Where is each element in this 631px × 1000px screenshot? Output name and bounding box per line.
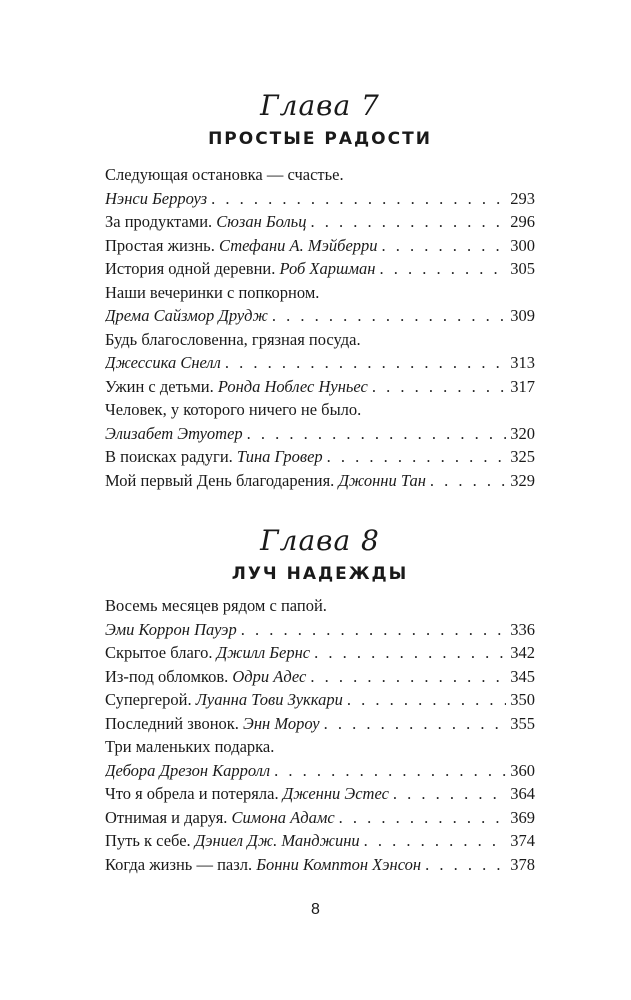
toc-entry-line bbox=[105, 596, 535, 620]
toc-entry-line bbox=[105, 236, 535, 260]
toc-entry-author: Роб Харшман bbox=[279, 259, 376, 278]
toc-entry bbox=[105, 831, 535, 855]
leader-dots bbox=[339, 808, 507, 828]
toc-entry-page: 320 bbox=[510, 423, 535, 443]
leader-dots bbox=[425, 855, 506, 875]
toc-entry-line bbox=[105, 471, 535, 495]
toc-entry-page: 317 bbox=[510, 376, 535, 396]
chapter-title: ЛУЧ НАДЕЖДЫ bbox=[231, 564, 409, 584]
toc-entry-page: 305 bbox=[510, 259, 535, 278]
toc-entry-title: Мой первый День благодарения. bbox=[105, 470, 335, 490]
toc-entry-author: Ронда Ноблес Нуньес bbox=[217, 376, 368, 396]
toc-entry-author: Дженни Эстес bbox=[282, 784, 389, 803]
toc-entry-line bbox=[105, 855, 535, 879]
leader-dots bbox=[241, 620, 507, 640]
toc-entry-line bbox=[105, 690, 535, 714]
toc-entry-page: 369 bbox=[510, 807, 535, 827]
leader-dots bbox=[310, 667, 506, 687]
toc-entry-line bbox=[105, 165, 535, 189]
toc-entry-title: За продуктами. bbox=[105, 212, 213, 231]
toc-entry bbox=[105, 643, 535, 667]
leader-dots bbox=[324, 714, 507, 734]
toc-entry bbox=[105, 784, 535, 808]
toc-entry-author: Элизабет Этуотер bbox=[105, 423, 243, 443]
chapter-heading bbox=[105, 90, 535, 150]
leader-dots bbox=[211, 189, 506, 209]
toc-entry-line bbox=[105, 447, 535, 471]
leader-dots bbox=[382, 236, 507, 256]
toc-entry-title: Будь благословенна, грязная посуда. bbox=[105, 329, 361, 349]
toc-entry-title: Человек, у которого ничего не было. bbox=[105, 400, 362, 419]
toc-entry-author: Дебора Дрезон Карролл bbox=[105, 760, 271, 780]
toc-entry bbox=[105, 259, 535, 283]
toc-entry-line bbox=[105, 667, 535, 691]
toc-entry-title: Ужин с детьми. bbox=[105, 376, 214, 396]
toc-entry-page: 329 bbox=[510, 470, 535, 490]
leader-dots bbox=[225, 353, 506, 373]
toc-entry-line bbox=[105, 784, 535, 808]
toc-entry bbox=[105, 447, 535, 471]
toc-entry-line bbox=[105, 761, 535, 785]
toc-entry-page: 374 bbox=[510, 831, 535, 850]
toc-entry-page: 364 bbox=[510, 784, 535, 803]
toc-entry-line bbox=[105, 831, 535, 855]
toc-entry-line bbox=[105, 259, 535, 283]
leader-dots bbox=[364, 831, 507, 851]
toc-entry-line bbox=[105, 620, 535, 644]
toc-entry-author: Одри Адес bbox=[232, 666, 307, 686]
toc-entry bbox=[105, 330, 535, 377]
toc-entry-page: 293 bbox=[510, 188, 535, 208]
toc-entry-title: В поисках радуги. bbox=[105, 447, 233, 466]
toc-entry-page: 378 bbox=[510, 854, 535, 874]
toc-entry bbox=[105, 737, 535, 784]
toc-entry-title: Путь к себе. bbox=[105, 831, 191, 850]
toc-entry bbox=[105, 212, 535, 236]
toc-entry-line bbox=[105, 400, 535, 424]
toc-entry bbox=[105, 714, 535, 738]
toc-entry-page: 350 bbox=[510, 690, 535, 709]
toc-entry bbox=[105, 283, 535, 330]
toc-entry bbox=[105, 236, 535, 260]
toc-entry-title: Последний звонок. bbox=[105, 713, 239, 733]
toc-entry-title: Скрытое благо. bbox=[105, 643, 213, 662]
page-number: 8 bbox=[311, 901, 320, 918]
toc-entry-author: Бонни Комптон Хэнсон bbox=[256, 854, 422, 874]
toc-entry-title: Отнимая и даруя. bbox=[105, 807, 228, 827]
toc-entry-title: Когда жизнь — пазл. bbox=[105, 854, 253, 874]
toc-entry-author: Джессика Снелл bbox=[105, 353, 221, 372]
toc-entry-line bbox=[105, 424, 535, 448]
toc-entry-line bbox=[105, 353, 535, 377]
toc-entry-title: Что я обрела и потеряла. bbox=[105, 784, 279, 803]
toc-entry-author: Эми Коррон Пауэр bbox=[105, 619, 237, 639]
toc-entry-author: Симона Адамс bbox=[231, 807, 335, 827]
toc-entry-line bbox=[105, 283, 535, 307]
toc-entry-title: Три маленьких подарка. bbox=[105, 737, 275, 756]
toc-entry-page: 300 bbox=[510, 235, 535, 255]
toc-entry-page: 325 bbox=[510, 447, 535, 466]
toc-entry bbox=[105, 471, 535, 495]
toc-entry-author: Сюзан Больц bbox=[216, 212, 307, 231]
toc-entry bbox=[105, 377, 535, 401]
toc-entry-line bbox=[105, 808, 535, 832]
toc-entry-line bbox=[105, 189, 535, 213]
toc-entry-author: Нэнси Берроуз bbox=[105, 188, 208, 208]
toc-entry-line bbox=[105, 212, 535, 236]
toc-list bbox=[105, 596, 535, 878]
chapter-number: Глава 8 bbox=[260, 524, 380, 557]
chapter-number: Глава 7 bbox=[260, 89, 380, 122]
toc-entry-page: 336 bbox=[510, 619, 535, 639]
toc-entry-page: 355 bbox=[510, 713, 535, 733]
toc-entry-line bbox=[105, 330, 535, 354]
leader-dots bbox=[430, 471, 506, 491]
toc-entry-author: Дэниел Дж. Манджини bbox=[194, 831, 360, 850]
toc-entry-author: Дрема Сайзмор Друдж bbox=[105, 306, 268, 325]
toc-entry-page: 313 bbox=[510, 353, 535, 372]
toc-entry-title: История одной деревни. bbox=[105, 259, 276, 278]
leader-dots bbox=[272, 306, 506, 326]
toc-entry bbox=[105, 667, 535, 691]
toc-entry bbox=[105, 690, 535, 714]
leader-dots bbox=[247, 424, 507, 444]
toc-entry-title: Следующая остановка — счастье. bbox=[105, 165, 344, 184]
leader-dots bbox=[393, 784, 506, 804]
toc-entry-title: Простая жизнь. bbox=[105, 235, 215, 255]
leader-dots bbox=[347, 690, 506, 710]
toc-entry bbox=[105, 596, 535, 643]
toc-entry bbox=[105, 855, 535, 879]
toc-entry-author: Тина Гровер bbox=[236, 447, 323, 466]
toc-entry bbox=[105, 808, 535, 832]
toc-entry-line bbox=[105, 306, 535, 330]
leader-dots bbox=[379, 259, 506, 279]
toc-entry-title: Из-под обломков. bbox=[105, 666, 229, 686]
chapter-heading bbox=[105, 525, 535, 585]
toc-entry-page: 342 bbox=[510, 643, 535, 662]
chapter-title: ПРОСТЫЕ РАДОСТИ bbox=[208, 129, 432, 149]
leader-dots bbox=[274, 761, 506, 781]
toc-entry-author: Джонни Тан bbox=[338, 470, 426, 490]
toc-entry-line bbox=[105, 643, 535, 667]
toc-entry-author: Энн Мороу bbox=[243, 713, 320, 733]
leader-dots bbox=[372, 377, 506, 397]
leader-dots bbox=[310, 212, 506, 232]
toc-entry-line bbox=[105, 377, 535, 401]
toc-entry-author: Джилл Бернс bbox=[216, 643, 311, 662]
toc-entry-page: 360 bbox=[510, 760, 535, 780]
toc-entry-title: Супергерой. bbox=[105, 690, 192, 709]
toc-entry-author: Стефани А. Мэйберри bbox=[218, 235, 378, 255]
toc-entry-line bbox=[105, 737, 535, 761]
toc-entry-page: 296 bbox=[510, 212, 535, 231]
toc-entry bbox=[105, 165, 535, 212]
leader-dots bbox=[314, 643, 506, 663]
toc-entry-page: 345 bbox=[510, 666, 535, 686]
toc-list bbox=[105, 165, 535, 494]
toc-entry-page: 309 bbox=[510, 306, 535, 325]
toc-entry-title: Наши вечеринки с попкорном. bbox=[105, 282, 320, 302]
toc-entry bbox=[105, 400, 535, 447]
toc-entry-author: Луанна Тови Зуккари bbox=[195, 690, 343, 709]
leader-dots bbox=[327, 447, 507, 467]
toc-entry-line bbox=[105, 714, 535, 738]
toc-entry-title: Восемь месяцев рядом с папой. bbox=[105, 596, 327, 615]
